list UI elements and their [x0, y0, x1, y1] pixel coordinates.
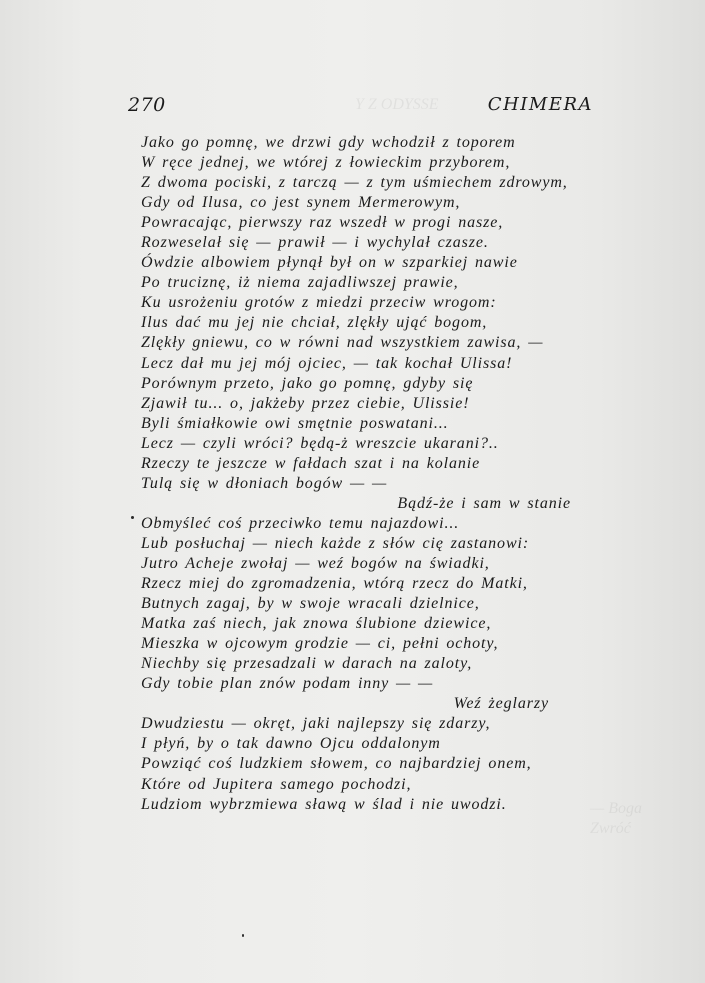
poem-line: Powziąć coś ludzkiem słowem, co najbardziej onem, — [141, 755, 532, 773]
poem-line: Rzeczy te jeszcze w fałdach szat i na kolanie — [141, 454, 481, 472]
poem-line: Matka zaś niech, jak znowa ślubione dziewice, — [141, 615, 492, 633]
poem-line: Z dwoma pociski, z tarczą — z tym uśmiechem zdrowym, — [141, 174, 568, 192]
poem-line: Obmyśleć coś przeciwko temu najazdowi... — [141, 514, 460, 532]
poem-line: Rzecz miej do zgromadzenia, wtórą rzecz do Matki, — [141, 575, 528, 593]
poem-line: Które od Jupitera samego pochodzi, — [141, 775, 412, 793]
poem-line: Mieszka w ojcowym grodzie — ci, pełni ochoty, — [141, 635, 499, 653]
page-header — [128, 94, 593, 118]
poem-line: Ku usrożeniu grotów z miedzi przeciw wrogom: — [141, 294, 497, 312]
show-through-text: Y Z ODYSSE — [355, 96, 439, 113]
running-title: CHIMERA — [487, 94, 593, 115]
poem-line: Po truciznę, iż niema zajadliwszej prawie, — [141, 274, 459, 292]
poem-line: W ręce jednej, we wtórej z łowieckim przyborem, — [141, 154, 511, 172]
poem-line-continuation: Weź żeglarzy — [453, 695, 549, 713]
poem-line: Lub posłuchaj — niech każde z słów cię zastanowi: — [141, 534, 530, 552]
poem-line: Powracając, pierwszy raz wszedł w progi nasze, — [141, 214, 504, 232]
poem-line: Byli śmiałkowie owi smętnie poswatani... — [141, 414, 449, 432]
poem-line: Jutro Acheje zwołaj — weź bogów na świadki, — [141, 554, 490, 572]
poem-text — [141, 133, 571, 815]
poem-line: Tulą się w dłoniach bogów — — — [141, 474, 388, 492]
page-number: 270 — [128, 94, 166, 116]
poem-line: Lecz — czyli wróci? będą-ż wreszcie ukarani?.. — [141, 434, 499, 452]
poem-line: Gdy tobie plan znów podam inny — — — [141, 675, 434, 693]
show-through-text: — Boga — [590, 800, 642, 817]
poem-line: Porównym przeto, jako go pomnę, gdyby się — [141, 374, 474, 392]
poem-line: Ludziom wybrzmiewa sławą w ślad i nie uwodzi. — [141, 795, 507, 813]
poem-line: Dwudziestu — okręt, jaki najlepszy się zdarzy, — [141, 715, 491, 733]
poem-line: Ówdzie albowiem płynął był on w szparkiej nawie — [141, 254, 518, 272]
print-speck — [131, 516, 134, 519]
poem-line: Ilus dać mu jej nie chciał, zlękły ująć bogom, — [141, 314, 488, 332]
poem-line: Butnych zagaj, by w swoje wracali dzielnice, — [141, 595, 480, 613]
poem-line: Gdy od Ilusa, co jest synem Mermerowym, — [141, 194, 461, 212]
poem-line: Jako go pomnę, we drzwi gdy wchodził z toporem — [141, 134, 516, 151]
print-speck — [242, 934, 244, 937]
poem-line: Rozweselał się — prawił — i wychylał czasze. — [141, 234, 489, 252]
poem-line: I płyń, by o tak dawno Ojcu oddalonym — [141, 735, 441, 753]
poem-line-continuation: Bądź-że i sam w stanie — [397, 494, 571, 512]
poem-line: Lecz dał mu jej mój ojciec, — tak kochał Ulissa! — [141, 354, 513, 372]
poem-line: Niechby się przesadzali w darach na zaloty, — [141, 655, 473, 673]
poem-line: Zlękły gniewu, co w równi nad wszystkiem zawisa, — — [141, 334, 544, 352]
show-through-text: Zwróć — [590, 820, 631, 837]
poem-line: Zjawił tu... o, jakżeby przez ciebie, Ulissie! — [141, 394, 470, 412]
